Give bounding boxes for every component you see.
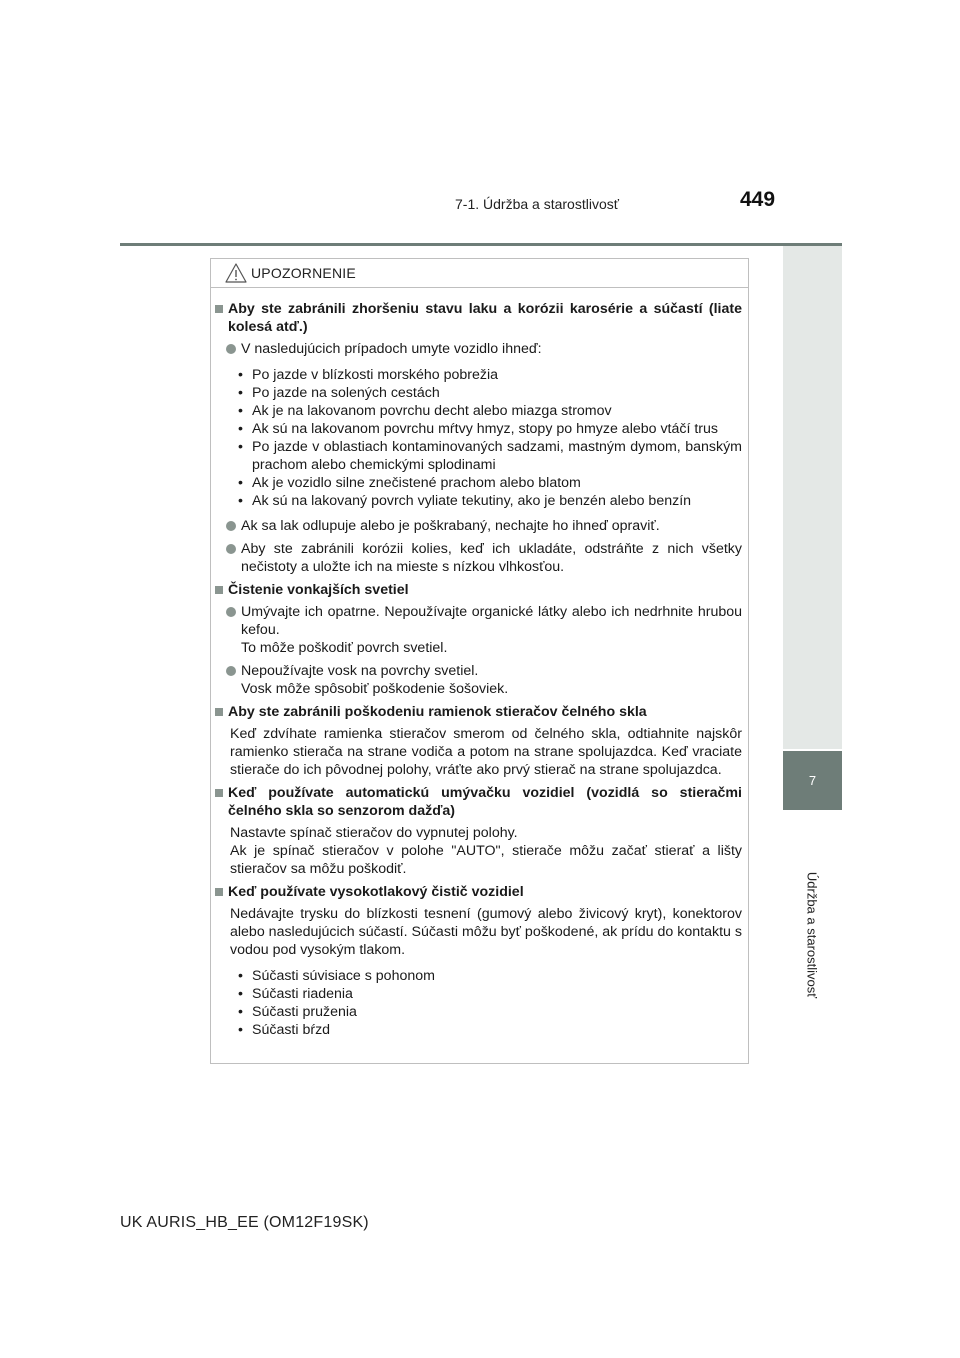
list-item: • Po jazde na solených cestách xyxy=(238,385,440,401)
section-title: 7-1. Údržba a starostlivosť xyxy=(455,196,619,212)
circle-item: Aby ste zabránili korózii kolies, keď ich ukladáte, odstráňte z nich všetky nečistoty a uložte ich na mieste s nízkou vlhkosťou. xyxy=(215,540,742,576)
list-item: • Súčasti súvisiace s pohonom xyxy=(238,968,435,984)
warning-triangle-icon xyxy=(225,262,247,284)
chapter-number-tab: 7 xyxy=(783,751,842,810)
paragraph: Nastavte spínač stieračov do vypnutej polohy. Ak je spínač stieračov v polohe "AUTO", stierače môžu začať stierať a lišty stieračov sa môžu poškodiť. xyxy=(230,825,742,877)
paragraph: Keď zdvíhate ramienka stieračov smerom od čelného skla, odtiahnite najskôr ramienko stierača na strane vodiča a potom na strane spolujazdca. Keď vraciate stierače do ich pôvodnej polohy, vráťte ako prvý stierač na strane spolujazdca. xyxy=(230,726,742,778)
list-item: • Ak sú na lakovaný povrch vyliate tekutiny, ako je benzén alebo benzín xyxy=(238,493,692,509)
circle-bullet-icon xyxy=(226,344,236,354)
chapter-label-text: Údržba a starostlivosť xyxy=(804,871,820,999)
list-item: • Ak je na lakovanom povrchu decht alebo miazga stromov xyxy=(238,403,612,419)
warning-box xyxy=(210,258,749,1064)
circle-item: Umývajte ich opatrne. Nepoužívajte organické látky alebo ich nedrhnite hrubou kefou. To môže poškodiť povrch svetiel. xyxy=(215,603,742,657)
section-heading: Aby ste zabránili zhoršeniu stavu laku a korózii karosérie a súčastí (liate kolesá atď.) xyxy=(215,300,742,336)
warning-header xyxy=(211,259,748,288)
warning-title: UPOZORNENIE xyxy=(251,265,356,281)
list-item: • Po jazde v blízkosti morského pobrežia xyxy=(238,367,499,383)
paragraph: Nedávajte trysku do blízkosti tesnení (gumový alebo živicový kryt), konektorov alebo nasledujúcich súčastí. Súčasti môžu byť poškodené, ak prídu do kontaktu s vodou pod vysokým tlakom. xyxy=(230,906,742,958)
section-heading: Aby ste zabránili poškodeniu ramienok stieračov čelného skla xyxy=(215,703,742,721)
circle-bullet-icon xyxy=(226,607,236,617)
list-item: • Súčasti bŕzd xyxy=(238,1022,331,1038)
side-tab-bar xyxy=(783,246,842,749)
square-bullet-icon xyxy=(215,586,223,594)
circle-item: V nasledujúcich prípadoch umyte vozidlo ihneď: xyxy=(215,340,742,358)
bullet-list xyxy=(215,967,742,1039)
list-item: • Súčasti pruženia xyxy=(238,1004,357,1020)
circle-item: Ak sa lak odlupuje alebo je poškrabaný, nechajte ho ihneď opraviť. xyxy=(215,517,742,535)
circle-bullet-icon xyxy=(226,544,236,554)
list-item: • Ak sú na lakovanom povrchu mŕtvy hmyz, stopy po hmyze alebo vtáčí trus xyxy=(238,421,719,437)
list-item: • Ak je vozidlo silne znečistené prachom alebo blatom xyxy=(238,475,581,491)
header-divider xyxy=(120,243,842,246)
circle-bullet-icon xyxy=(226,666,236,676)
warning-body xyxy=(211,288,748,1039)
square-bullet-icon xyxy=(215,708,223,716)
section-heading: Čistenie vonkajších svetiel xyxy=(215,581,742,599)
square-bullet-icon xyxy=(215,789,223,797)
section-heading: Keď používate automatickú umývačku vozidiel (vozidlá so stieračmi čelného skla so senzorom dažďa) xyxy=(215,784,742,820)
list-item: • Súčasti riadenia xyxy=(238,986,353,1002)
section-heading: Keď používate vysokotlakový čistič vozidiel xyxy=(215,883,742,901)
page-number: 449 xyxy=(740,188,776,211)
footer-model-code: UK AURIS_HB_EE (OM12F19SK) xyxy=(120,1214,369,1231)
bullet-list xyxy=(215,366,742,510)
circle-item: Nepoužívajte vosk na povrchy svetiel. Vosk môže spôsobiť poškodenie šošoviek. xyxy=(215,662,742,698)
circle-bullet-icon xyxy=(226,521,236,531)
list-item: • Po jazde v oblastiach kontaminovaných sadzami, mastným dymom, banským prachom alebo chemickými splodinami xyxy=(238,439,742,473)
square-bullet-icon xyxy=(215,305,223,313)
square-bullet-icon xyxy=(215,888,223,896)
